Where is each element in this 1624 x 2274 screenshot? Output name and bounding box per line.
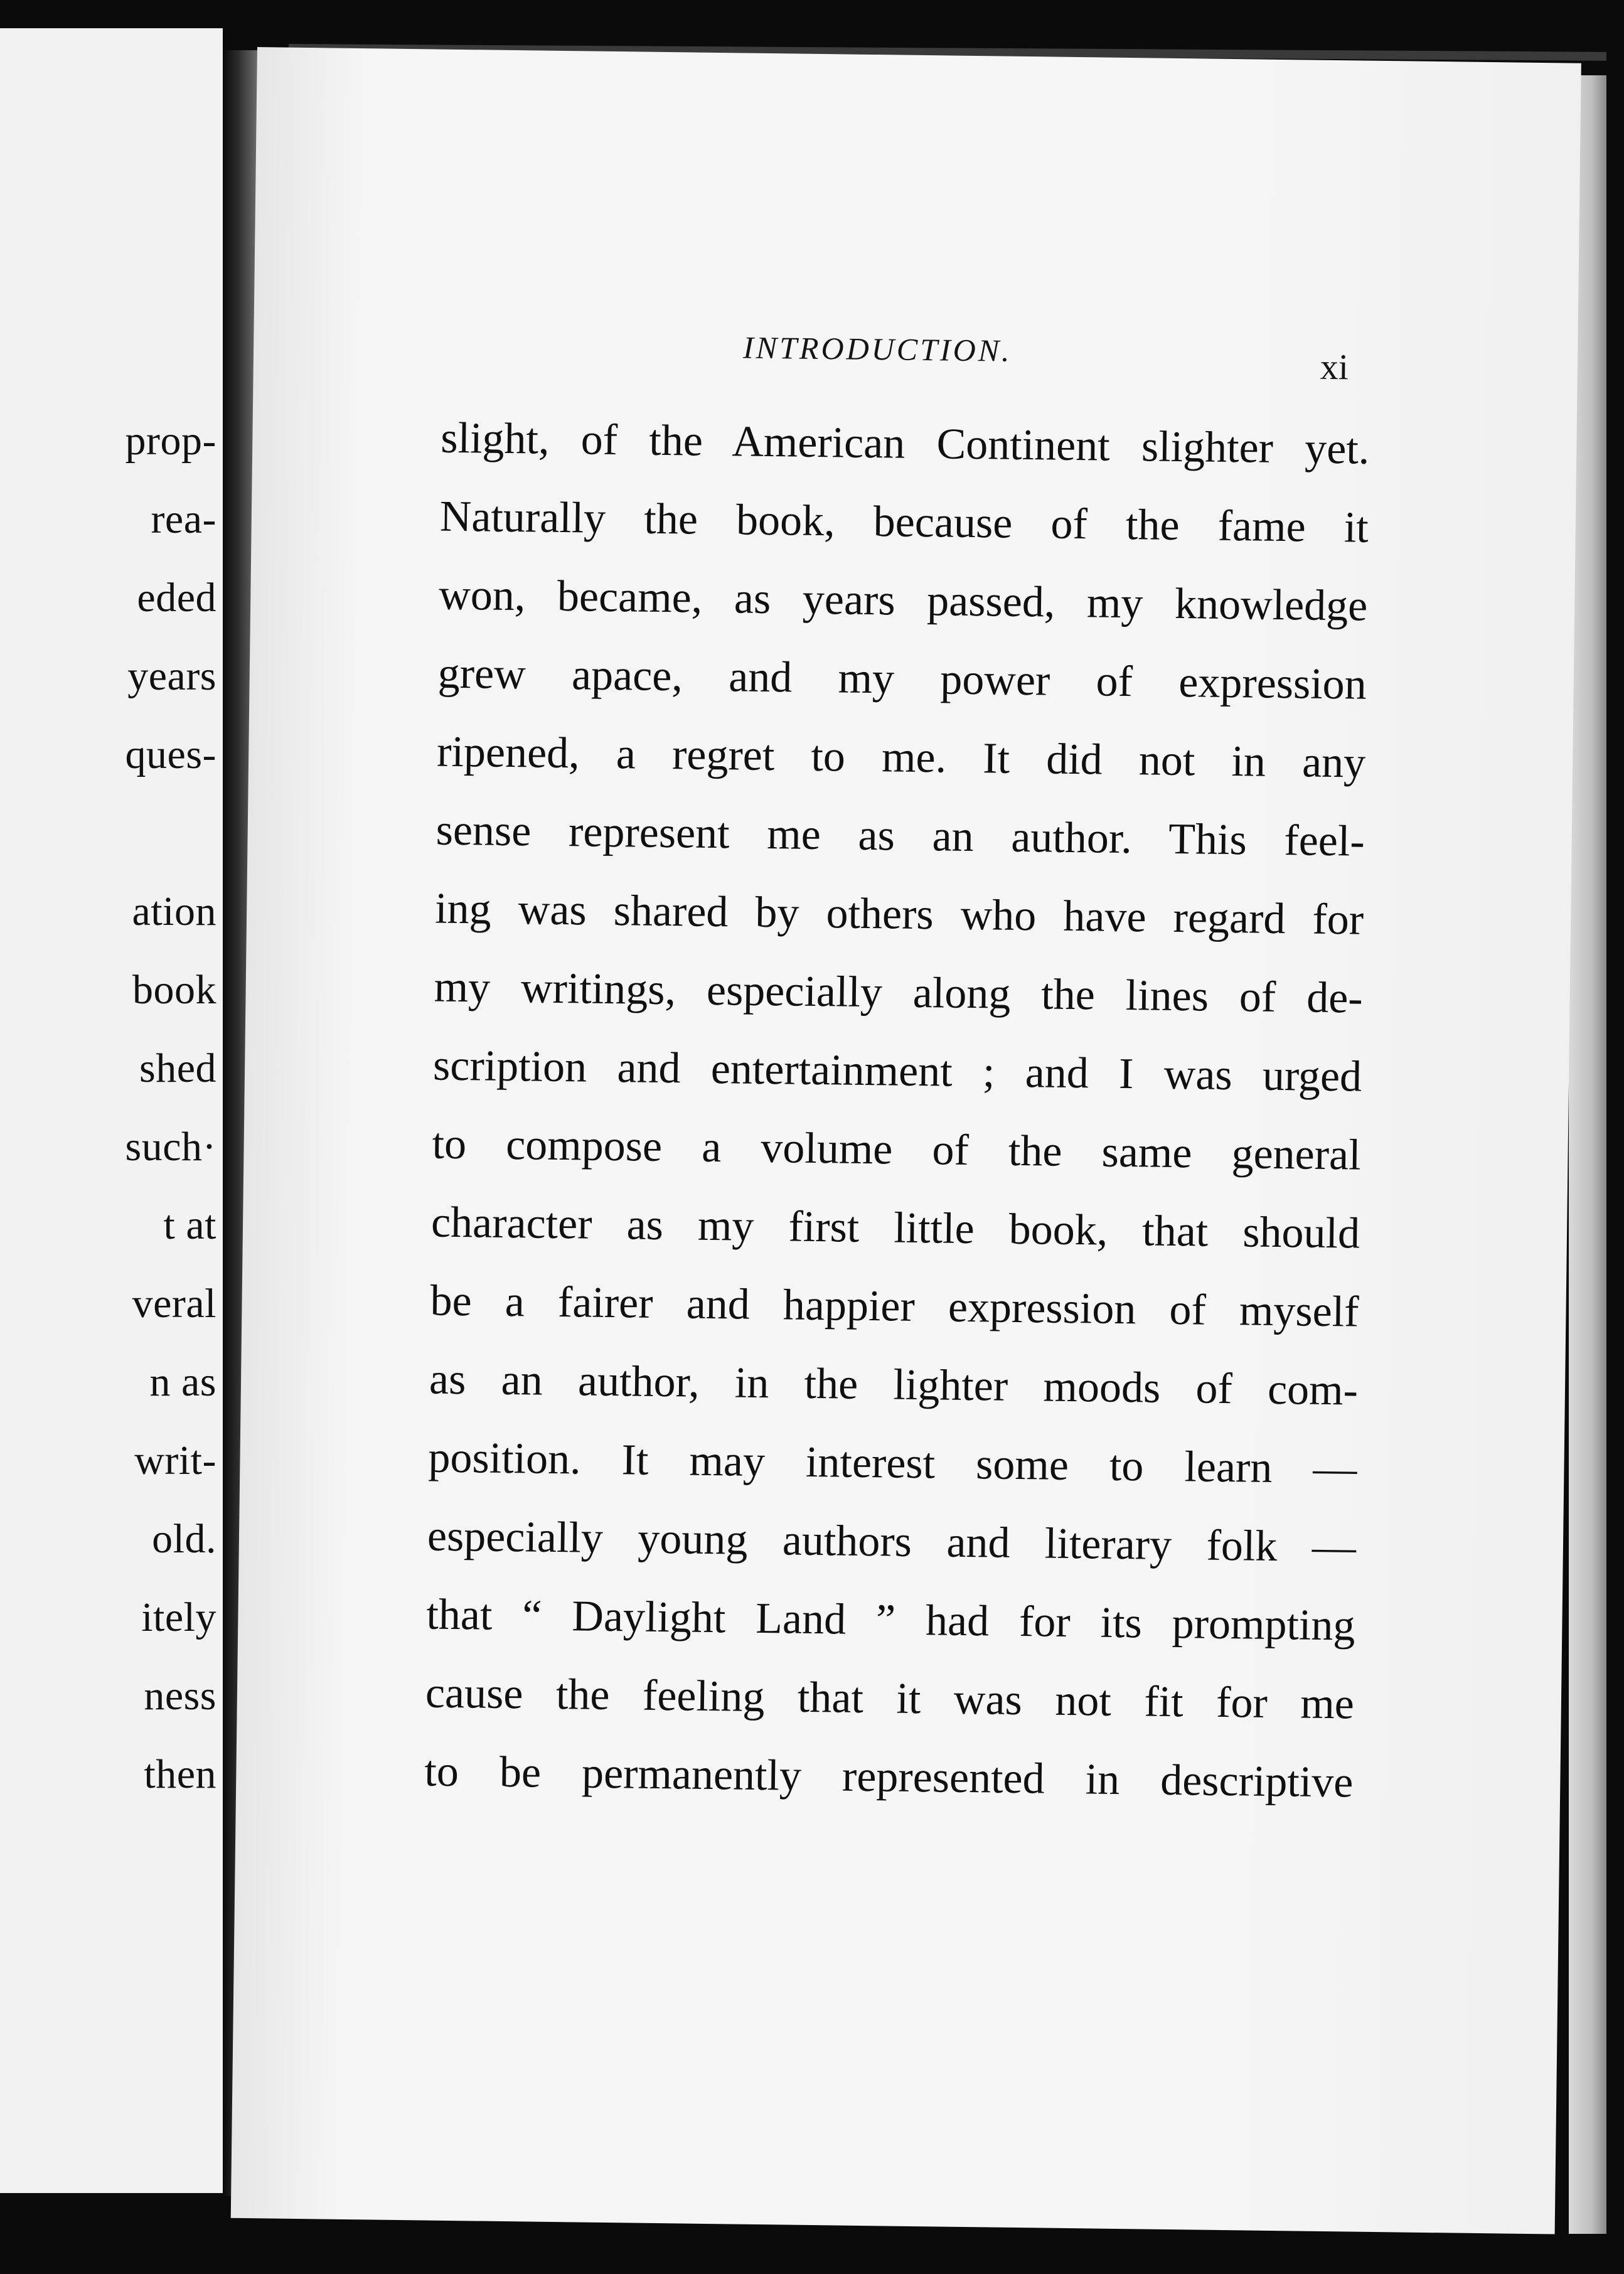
left-page-line: then [144, 1751, 216, 1797]
body-text-line: to be permanently represented in descriptive [424, 1747, 1354, 1807]
body-text-line: sense represent me as an author. This feel- [435, 806, 1365, 866]
left-page-line: itely [141, 1594, 216, 1640]
left-page-line: t at [163, 1202, 216, 1248]
body-text-line: position. It may interest some to learn — [428, 1433, 1357, 1493]
left-page-line: shed [139, 1045, 216, 1091]
body-text-line: as an author, in the lighter moods of com- [429, 1355, 1359, 1415]
body-text-line: cause the feeling that it was not fit for me [425, 1668, 1355, 1729]
left-page-line: prop- [125, 418, 216, 464]
body-text-line: scription and entertainment ; and I was urged [432, 1041, 1362, 1101]
body-text-line: grew apace, and my power of expression [437, 649, 1367, 709]
left-page-line: n as [149, 1359, 216, 1405]
body-text-line: ripened, a regret to me. It did not in any [436, 727, 1366, 787]
left-page-line: eded [137, 575, 216, 621]
left-page-line: such· [125, 1124, 216, 1170]
body-text-line: especially young authors and literary folk — [427, 1512, 1357, 1572]
left-page-line: ness [144, 1673, 216, 1719]
left-page-line: ques- [125, 732, 216, 777]
body-text-line: be a fairer and happier expression of myself [430, 1276, 1359, 1337]
left-page-line: years [127, 653, 216, 699]
body-text-line: my writings, especially along the lines of de- [434, 963, 1364, 1023]
page-number: xi [1320, 346, 1349, 388]
body-text-line: Naturally the book, because of the fame it [439, 492, 1369, 552]
body-text-line: to compose a volume of the same general [432, 1119, 1362, 1180]
left-page-line: old. [152, 1516, 216, 1562]
left-page-line: book [132, 967, 216, 1013]
body-text-line: slight, of the American Continent slighter yet. [440, 414, 1370, 474]
running-head: INTRODUCTION. [742, 329, 1012, 368]
body-text-line: that “ Daylight Land ” had for its prompting [426, 1590, 1355, 1650]
left-page-line: veral [132, 1281, 216, 1326]
left-page-line: rea- [151, 496, 216, 542]
body-text-line: character as my first little book, that should [430, 1198, 1360, 1258]
body-text-line: won, became, as years passed, my knowledge [438, 570, 1368, 631]
left-page-line: writ- [134, 1438, 216, 1483]
body-text-line: ing was shared by others who have regard for [434, 884, 1364, 944]
left-page [0, 28, 223, 2193]
left-page-line: ation [132, 889, 216, 934]
right-page [231, 47, 1581, 2234]
